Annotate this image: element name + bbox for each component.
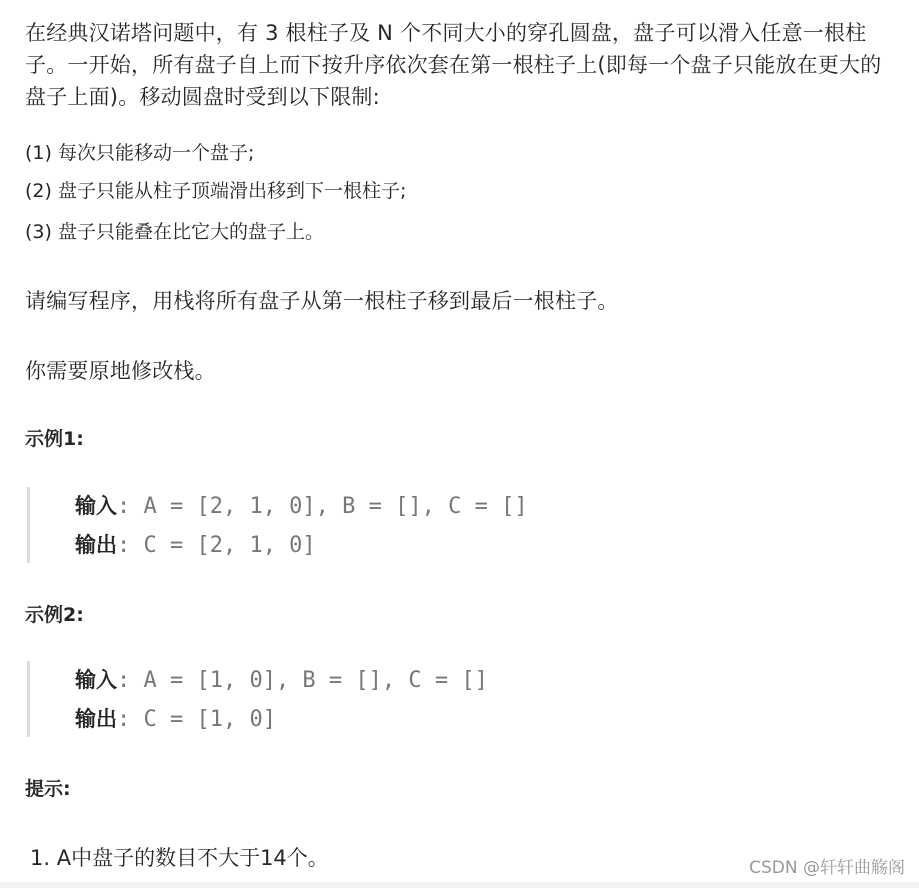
example-1-output-line xyxy=(75,526,887,565)
task-statement: 请编写程序，用栈将所有盘子从第一根柱子移到最后一根柱子。 xyxy=(25,289,619,313)
hint-item: 1. A中盘子的数目不大于14个。 xyxy=(30,846,329,870)
input-value: : A = [1, 0], B = [], C = [] xyxy=(117,668,488,693)
footer-bar xyxy=(0,882,919,888)
output-label: 输出 xyxy=(75,707,117,731)
output-value: : C = [2, 1, 0] xyxy=(117,533,316,558)
input-label: 输入 xyxy=(75,494,117,518)
output-value: : C = [1, 0] xyxy=(117,707,276,732)
csdn-watermark: CSDN @轩轩曲觞阁 xyxy=(749,858,905,878)
input-value: : A = [2, 1, 0], B = [], C = [] xyxy=(117,494,528,519)
input-label: 输入 xyxy=(75,668,117,692)
output-label: 输出 xyxy=(75,533,117,557)
example-1-heading: 示例1: xyxy=(25,428,84,450)
rule-1: (1) 每次只能移动一个盘子; xyxy=(25,142,255,164)
rule-2: (2) 盘子只能从柱子顶端滑出移到下一根柱子; xyxy=(25,180,407,202)
example-2-input-line xyxy=(75,661,887,700)
in-place-note: 你需要原地修改栈。 xyxy=(25,359,216,383)
rule-3: (3) 盘子只能叠在比它大的盘子上。 xyxy=(25,221,324,243)
example-1-codeblock xyxy=(27,487,887,563)
example-2-output-line xyxy=(75,700,887,739)
example-1-input-line xyxy=(75,487,887,526)
hints-heading: 提示: xyxy=(25,778,71,800)
problem-intro: 在经典汉诺塔问题中，有 3 根柱子及 N 个不同大小的穿孔圆盘，盘子可以滑入任意一根柱子。一开始，所有盘子自上而下按升序依次套在第一根柱子上(即每一个盘子只能放在更大的盘子上面)。移动圆盘时受到以下限制: xyxy=(25,21,882,109)
example-2-codeblock xyxy=(27,661,887,737)
example-2-heading: 示例2: xyxy=(25,604,84,626)
